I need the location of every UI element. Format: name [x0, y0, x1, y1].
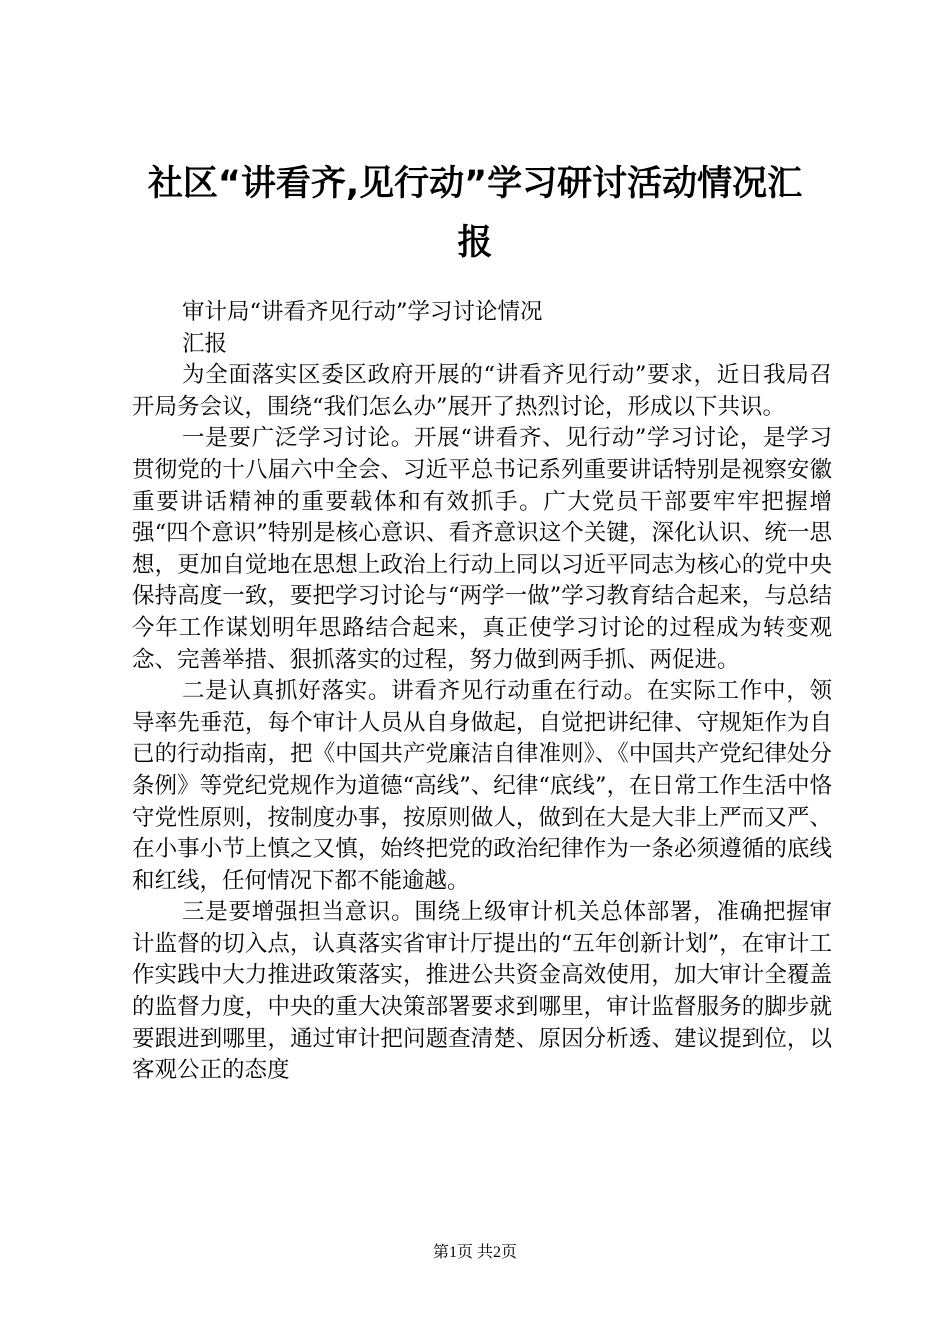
- document-title-line-2: 报: [457, 223, 493, 263]
- page-number-footer: 第1页 共2页: [432, 1244, 517, 1261]
- document-body: [132, 297, 832, 1087]
- subtitle-line-2: 汇报: [182, 330, 228, 357]
- point-two-paragraph: 二是认真抓好落实。讲看齐见行动重在行动。在实际工作中，领导率先垂范，每个审计人员从自身做起，自觉把讲纪律、守规矩作为自已的行动指南，把《中国共产党廉洁自律准则》、《中国共产党纪律处分条例》等党纪党规作为道德“高线”、纪律“底线”，在日常工作生活中恪守党性原则，按制度办事，按原则做人，做到在大是大非上严而又严、在小事小节上慎之又慎，始终把党的政治纪律作为一条必须遵循的底线和红线，任何情况下都不能逾越。: [132, 678, 832, 894]
- point-one-paragraph: 一是要广泛学习讨论。开展“讲看齐、见行动”学习讨论，是学习贯彻党的十八届六中全会、习近平总书记系列重要讲话特别是视察安徽重要讲话精神的重要载体和有效抓手。广大党员干部要牢牢把握增强“四个意识”特别是核心意识、看齐意识这个关键，深化认识、统一思想，更加自觉地在思想上政治上行动上同以习近平同志为核心的党中央保持高度一致，要把学习讨论与“两学一做”学习教育结合起来，与总结今年工作谋划明年思路结合起来，真正使学习讨论的过程成为转变观念、完善举措、狠抓落实的过程，努力做到两手抓、两促进。: [132, 425, 832, 673]
- intro-paragraph: 为全面落实区委区政府开展的“讲看齐见行动”要求，近日我局召开局务会议，围绕“我们怎么办”展开了热烈讨论，形成以下共识。: [132, 362, 832, 420]
- point-three-paragraph: 三是要增强担当意识。围绕上级审计机关总体部署，准确把握审计监督的切入点，认真落实省审计厅提出的“五年创新计划”，在审计工作实践中大力推进政策落实，推进公共资金高效使用，加大审计全覆盖的监督力度，中央的重大决策部署要求到哪里，审计监督服务的脚步就要跟进到哪里，通过审计把问题查清楚、原因分析透、建议提到位，以客观公正的态度: [132, 899, 832, 1084]
- document-title-line-1: 社区“讲看齐,见行动”学习研讨活动情况汇: [147, 164, 803, 204]
- subtitle-line-1: 审计局“讲看齐见行动”学习讨论情况: [182, 299, 543, 325]
